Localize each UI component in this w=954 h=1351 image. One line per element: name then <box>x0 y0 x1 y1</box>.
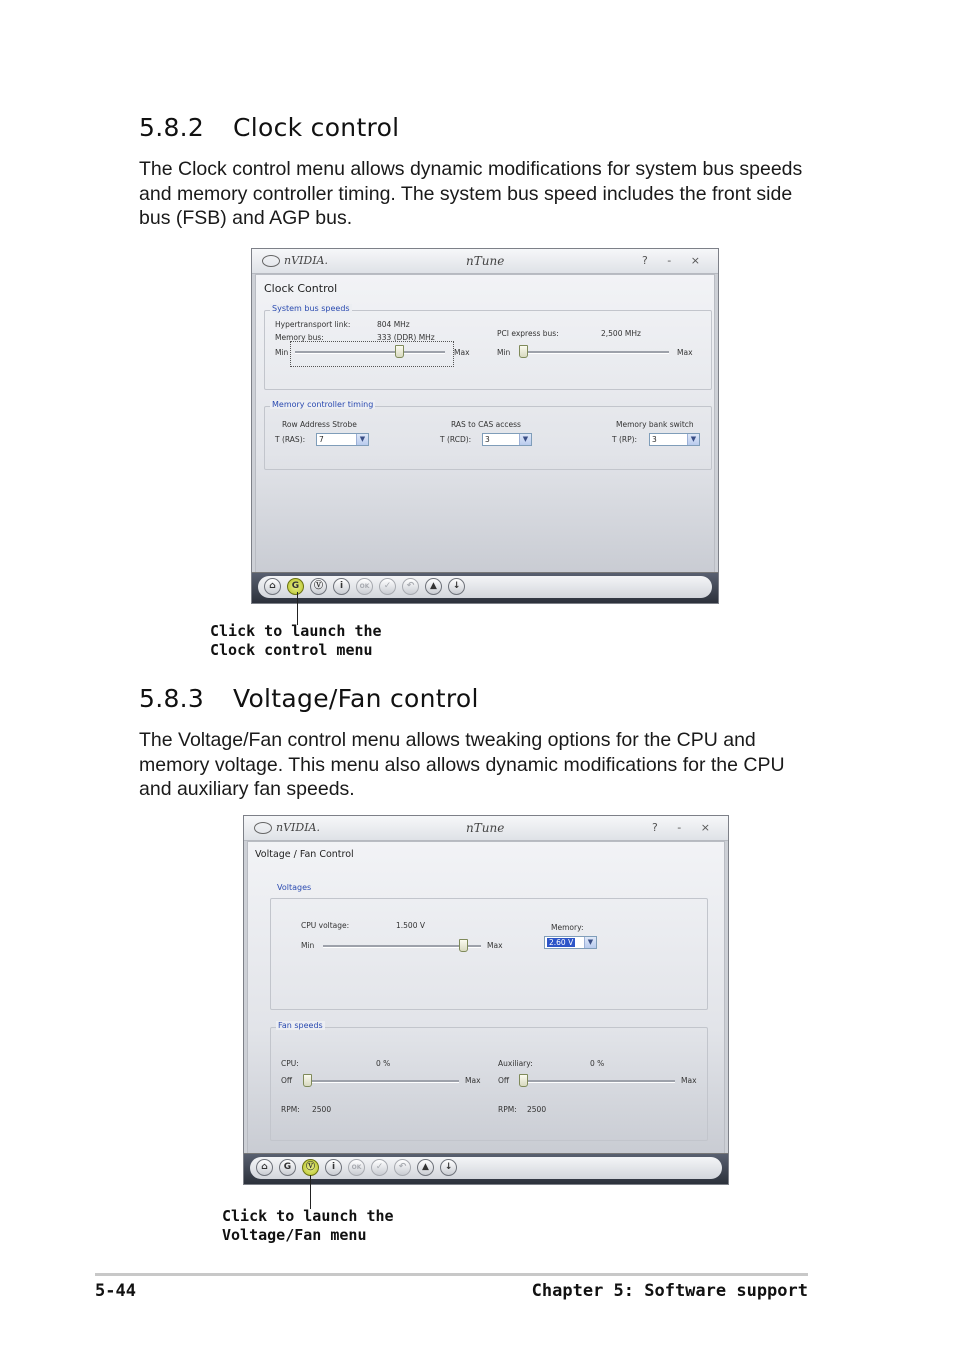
ras-label: T (RAS): <box>275 435 306 444</box>
rcd-select[interactable]: 3 ▼ <box>482 433 532 446</box>
check-icon[interactable]: ✓ <box>379 578 396 595</box>
aux-rpm-value: 2500 <box>527 1105 547 1114</box>
aux-rpm-label: RPM: <box>498 1105 517 1114</box>
ras-select[interactable]: 7 ▼ <box>316 433 369 446</box>
home-icon[interactable]: ⌂ <box>256 1159 273 1176</box>
memory-timing-group <box>264 400 712 470</box>
rp-title: Memory bank switch <box>616 420 694 429</box>
rcd-label: T (RCD): <box>440 435 472 444</box>
nvidia-logo: nVIDIA. <box>262 254 328 267</box>
nvidia-eye-icon <box>262 255 280 267</box>
pci-bus-slider-track[interactable] <box>519 351 669 354</box>
callout-voltage-fan: Click to launch the Voltage/Fan menu <box>222 1207 394 1244</box>
panel-title: Voltage / Fan Control <box>255 849 354 860</box>
cpu-fan-slider-thumb[interactable] <box>303 1074 312 1087</box>
slider-focus-box <box>290 341 454 367</box>
window-titlebar <box>252 249 718 274</box>
voltages-label: Voltages <box>277 883 312 892</box>
load-profile-icon[interactable]: ▲ <box>417 1159 434 1176</box>
section-body-clock-control: The Clock control menu allows dynamic modifications for system bus speeds and memory controller timing. The system bus speed includes the front side bus (FSB) and AGP bus. <box>139 158 803 229</box>
cpu-voltage-slider-track[interactable] <box>323 945 481 948</box>
group-label: Fan speeds <box>278 1021 323 1030</box>
clock-control-panel <box>255 274 715 573</box>
callout-leader-line <box>297 592 298 625</box>
slider-max-label: Max <box>487 941 503 950</box>
aux-fan-slider-track[interactable] <box>519 1080 675 1083</box>
voltages-group <box>270 898 708 1010</box>
cpu-rpm-value: 2500 <box>312 1105 332 1114</box>
memory-voltage-label: Memory: <box>551 923 584 932</box>
chevron-down-icon[interactable]: ▼ <box>356 434 368 445</box>
slider-max-label: Max <box>454 348 470 357</box>
footer-rule <box>95 1273 808 1276</box>
cpu-fan-value: 0 % <box>376 1059 391 1068</box>
memory-voltage-select[interactable]: 2.60 V ▼ <box>544 936 597 949</box>
pci-bus-slider-thumb[interactable] <box>519 345 528 358</box>
ras-title: Row Address Strobe <box>282 420 357 429</box>
rcd-title: RAS to CAS access <box>451 420 521 429</box>
section-number: 5.8.3 <box>139 684 205 713</box>
toolbar-button-strip <box>250 1157 722 1179</box>
page-number: 5-44 <box>95 1281 136 1301</box>
slider-min-label: Min <box>301 941 315 950</box>
window-title: nTune <box>466 254 505 268</box>
toolbar-button-strip <box>258 576 712 598</box>
window-controls[interactable]: ? - × <box>651 821 718 834</box>
cpu-rpm-label: RPM: <box>281 1105 300 1114</box>
mem-bus-slider-track[interactable] <box>295 351 445 354</box>
pci-bus-value: 2,500 MHz <box>601 329 641 338</box>
load-profile-icon[interactable]: ▲ <box>425 578 442 595</box>
pci-bus-label: PCI express bus: <box>497 329 559 338</box>
aux-fan-slider-thumb[interactable] <box>519 1074 528 1087</box>
cpu-fan-max-label: Max <box>465 1076 481 1085</box>
window-controls[interactable]: ? - × <box>641 254 708 267</box>
chevron-down-icon[interactable]: ▼ <box>584 937 596 948</box>
ok-icon[interactable]: OK <box>348 1159 365 1176</box>
panel-title: Clock Control <box>264 282 338 295</box>
voltage-icon[interactable]: Ⓥ <box>310 578 327 595</box>
cpu-voltage-slider-thumb[interactable] <box>459 939 468 952</box>
undo-icon[interactable]: ↶ <box>402 578 419 595</box>
section-title: Voltage/Fan control <box>233 684 479 713</box>
check-icon[interactable]: ✓ <box>371 1159 388 1176</box>
section-body-voltage-fan: The Voltage/Fan control menu allows tweaking options for the CPU and memory voltage. This menu also allows dynamic modifications for the CPU and auxiliary fan speeds. <box>139 729 785 800</box>
mem-bus-value: 333 (DDR) MHz <box>377 333 435 342</box>
mem-bus-slider-thumb[interactable] <box>395 345 404 358</box>
info-icon[interactable]: i <box>333 578 350 595</box>
info-icon[interactable]: i <box>325 1159 342 1176</box>
slider-min-label: Min <box>275 348 289 357</box>
ht-label: Hypertransport link: <box>275 320 351 329</box>
cpu-fan-label: CPU: <box>281 1059 299 1068</box>
section-heading-clock-control <box>139 113 399 142</box>
nvidia-logo: nVIDIA. <box>254 821 320 834</box>
cpu-fan-off-label: Off <box>281 1076 293 1085</box>
cpu-voltage-value: 1.500 V <box>396 921 425 930</box>
aux-fan-value: 0 % <box>590 1059 605 1068</box>
cpu-fan-slider-track[interactable] <box>303 1080 459 1083</box>
clock-icon[interactable]: G <box>279 1159 296 1176</box>
ntune-toolbar <box>244 1153 728 1184</box>
aux-fan-label: Auxiliary: <box>498 1059 533 1068</box>
section-number: 5.8.2 <box>139 113 205 142</box>
ntune-window-clock <box>251 248 719 604</box>
chapter-label: Chapter 5: Software support <box>531 1281 808 1301</box>
ht-value: 804 MHz <box>377 320 410 329</box>
ntune-window-voltage <box>243 815 729 1185</box>
save-profile-icon[interactable]: ↓ <box>440 1159 457 1176</box>
chevron-down-icon[interactable]: ▼ <box>519 434 531 445</box>
save-profile-icon[interactable]: ↓ <box>448 578 465 595</box>
window-title: nTune <box>466 821 505 835</box>
group-label: Memory controller timing <box>272 400 374 409</box>
section-heading-voltage-fan <box>139 684 479 713</box>
ntune-toolbar <box>252 572 718 603</box>
voltage-icon[interactable]: Ⓥ <box>302 1159 319 1176</box>
cpu-voltage-label: CPU voltage: <box>301 921 350 930</box>
system-bus-group <box>264 304 712 390</box>
aux-fan-off-label: Off <box>498 1076 510 1085</box>
section-title: Clock control <box>233 113 400 142</box>
mem-bus-label: Memory bus: <box>275 333 324 342</box>
pci-slider-min-label: Min <box>497 348 511 357</box>
undo-icon[interactable]: ↶ <box>394 1159 411 1176</box>
window-titlebar <box>244 816 728 841</box>
chevron-down-icon[interactable]: ▼ <box>687 434 699 445</box>
fan-speeds-group <box>270 1021 708 1141</box>
nvidia-eye-icon <box>254 822 272 834</box>
home-icon[interactable]: ⌂ <box>264 578 281 595</box>
rp-label: T (RP): <box>612 435 638 444</box>
pci-slider-max-label: Max <box>677 348 693 357</box>
callout-leader-line <box>310 1175 311 1209</box>
ok-icon[interactable]: OK <box>356 578 373 595</box>
voltage-fan-panel <box>247 841 725 1154</box>
callout-clock-control: Click to launch the Clock control menu <box>210 622 382 659</box>
group-label: System bus speeds <box>272 304 350 313</box>
aux-fan-max-label: Max <box>681 1076 697 1085</box>
clock-icon[interactable]: G <box>287 578 304 595</box>
rp-select[interactable]: 3 ▼ <box>649 433 700 446</box>
